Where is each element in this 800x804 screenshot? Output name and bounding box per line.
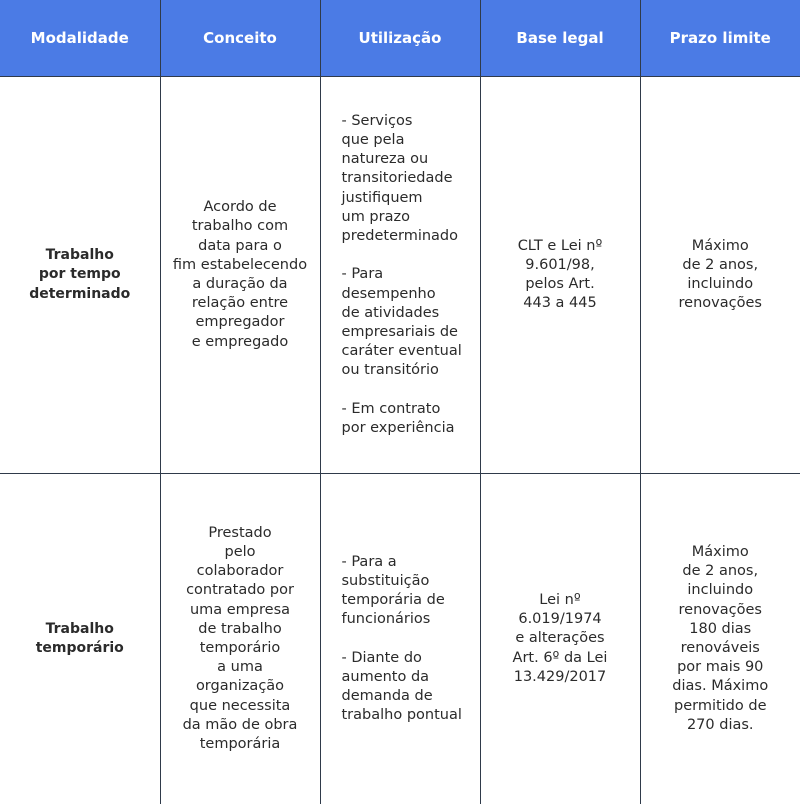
utilizacao-line: funcionários [341, 611, 431, 628]
paragraph-gap [342, 629, 472, 648]
utilizacao-line: ou transitório [341, 362, 439, 379]
utilizacao-line: - Em contrato [341, 400, 441, 417]
base-legal-line: pelos Art. [525, 276, 595, 292]
utilizacao-line: trabalho pontual [341, 707, 462, 724]
header-row [0, 0, 800, 77]
conceito-line: Prestado [208, 524, 272, 541]
utilizacao-line: empresariais de [341, 324, 458, 340]
prazo-line: renovações [678, 601, 762, 618]
prazo-line: Máximo [691, 237, 749, 254]
conceito-line: empregador [195, 314, 285, 331]
conceito-line: que necessita [189, 697, 291, 714]
conceito-cell [160, 474, 320, 804]
conceito-line: fim estabelecendo [172, 256, 308, 273]
header-modalidade: Modalidade [0, 0, 160, 77]
table-row [0, 77, 800, 474]
prazo-limite-cell [640, 77, 800, 474]
conceito-line: pelo [224, 543, 256, 560]
header-utilizacao: Utilização [320, 0, 480, 77]
prazo-line: de 2 anos, [682, 256, 759, 273]
utilizacao-cell [320, 77, 480, 474]
utilizacao-line: predeterminado [341, 228, 459, 244]
paragraph-gap [342, 246, 472, 265]
conceito-line: e empregado [191, 333, 289, 350]
utilizacao-line: demanda de [341, 688, 433, 704]
paragraph-gap [342, 381, 472, 400]
modalidade-cell [0, 77, 160, 474]
prazo-limite-cell [640, 474, 800, 804]
conceito-line: relação entre [191, 295, 289, 312]
utilizacao-line: - Serviços [341, 112, 413, 129]
modalidade-line: determinado [29, 285, 131, 302]
utilizacao-line: substituição [341, 572, 430, 589]
prazo-line: por mais 90 [677, 659, 764, 676]
conceito-line: uma empresa [189, 601, 291, 618]
conceito-cell [160, 77, 320, 474]
utilizacao-line: caráter eventual [341, 343, 462, 360]
conceito-line: temporário [199, 640, 281, 656]
modalidade-cell [0, 474, 160, 804]
base-legal-line: 9.601/98, [525, 256, 595, 273]
prazo-line: de 2 anos, [682, 563, 759, 580]
conceito-line: data para o [198, 237, 282, 254]
table-row [0, 474, 800, 804]
conceito-line: trabalho com [191, 218, 289, 235]
utilizacao-line: natureza ou [341, 151, 429, 168]
prazo-line: Máximo [691, 543, 749, 560]
conceito-line: colaborador [196, 563, 284, 580]
prazo-line: incluindo [687, 582, 754, 599]
modalidade-line: por tempo [38, 266, 121, 283]
header-prazo-limite: Prazo limite [640, 0, 800, 77]
modalidade-line: Trabalho [45, 247, 114, 264]
utilizacao-line: que pela [341, 131, 405, 148]
conceito-line: organização [195, 678, 285, 695]
header-base-legal: Base legal [480, 0, 640, 77]
base-legal-line: 13.429/2017 [513, 668, 607, 685]
base-legal-line: CLT e Lei nº [517, 237, 603, 254]
prazo-line: incluindo [687, 276, 754, 292]
conceito-line: Acordo de [203, 199, 277, 216]
utilizacao-line: temporária de [341, 592, 445, 608]
utilizacao-cell [320, 474, 480, 804]
modalidade-line: Trabalho [45, 620, 114, 637]
utilizacao-line: de atividades [341, 304, 440, 321]
prazo-line: 180 dias [689, 620, 752, 637]
base-legal-line: Lei nº [539, 591, 581, 608]
utilizacao-line: transitoriedade [341, 170, 453, 187]
conceito-line: temporária [199, 736, 281, 753]
prazo-line: 270 dias. [686, 716, 754, 733]
utilizacao-line: - Para [341, 266, 384, 283]
prazo-line: renovações [678, 295, 762, 312]
header-conceito: Conceito [160, 0, 320, 77]
utilizacao-line: - Diante do [341, 649, 422, 666]
base-legal-cell [480, 77, 640, 474]
conceito-line: de trabalho [198, 620, 282, 637]
prazo-line: dias. Máximo [672, 678, 769, 695]
base-legal-cell [480, 474, 640, 804]
utilizacao-line: justifiquem [341, 189, 423, 206]
utilizacao-line: - Para a [341, 553, 397, 570]
prazo-line: renováveis [680, 640, 760, 656]
prazo-line: permitido de [673, 697, 767, 714]
conceito-line: a uma [217, 659, 263, 676]
modalidade-line: temporário [35, 640, 124, 656]
base-legal-line: e alterações [515, 630, 605, 647]
utilizacao-line: desempenho [341, 285, 436, 302]
base-legal-line: 443 a 445 [523, 295, 597, 312]
base-legal-line: 6.019/1974 [518, 611, 602, 628]
conceito-line: contratado por [186, 582, 294, 599]
utilizacao-line: um prazo [341, 208, 410, 225]
base-legal-line: Art. 6º da Lei [512, 649, 608, 666]
utilizacao-line: aumento da [341, 668, 430, 685]
conceito-line: a duração da [192, 276, 288, 292]
conceito-line: da mão de obra [182, 716, 298, 733]
utilizacao-line: por experiência [341, 420, 455, 436]
